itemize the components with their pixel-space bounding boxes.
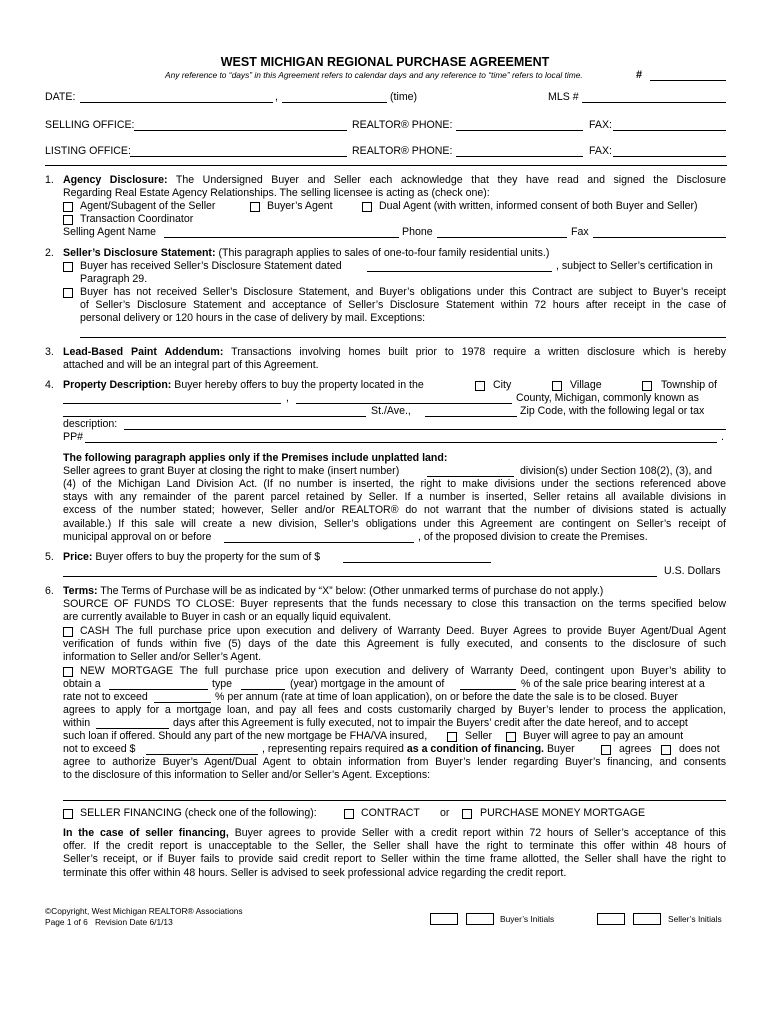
contract-label: CONTRACT [361,807,420,819]
agrees-checkbox[interactable] [601,745,611,755]
agrees-label: agrees [619,743,652,755]
section-5-text [63,551,320,563]
sellers-initials-label: Seller’s Initials [668,914,722,924]
listing-realtor-phone-field[interactable] [456,156,583,157]
selling-agent-fax-label: Fax [571,226,589,238]
seller-financing-credit-text [63,827,726,880]
apply-text [63,704,726,717]
township-label: Township of [661,379,717,391]
unplatted-land-text [63,478,726,531]
selling-office-label: SELLING OFFICE: [45,119,135,131]
section-3-number: 3. [45,346,54,358]
rate-label: rate not to exceed [63,691,148,703]
section-4-heading: Property Description: [63,379,172,391]
within-label: within [63,717,91,729]
section-3-text-2: attached and will be an integral part of this Agreement. [63,359,319,372]
purchase-money-mortgage-label: PURCHASE MONEY MORTGAGE [480,807,646,819]
mortgage-amount-label: (year) mortgage in the amount of [290,678,445,690]
seller-initials-box-2[interactable] [633,913,661,925]
section-3-lead-paint [63,346,726,372]
section-5-price-text: Buyer offers to buy the property for the sum of $ [92,551,321,563]
fha-seller-label: Seller [465,730,493,742]
selling-fax-label: FAX: [589,119,612,131]
selling-office-field[interactable] [134,130,347,131]
credit-line-3: Seller’s receipt, or if Buyer fails to provide said credit report to Seller within the time frame allotted, the Seller shall have the right to [63,853,726,866]
credit-line-1: Buyer agrees to provide Seller with a credit report within 72 hours of Seller’s acceptance of this [228,827,726,839]
zip-field[interactable] [425,416,517,417]
buyers-agent-checkbox[interactable] [250,202,260,212]
date-label: DATE: [45,91,76,103]
disclosure-not-received-text [80,286,726,326]
disclosure-not-received-checkbox[interactable] [63,288,73,298]
fha-buyer-checkbox[interactable] [506,732,516,742]
fha-buyer-text: Buyer will agree to pay an amount [523,730,684,742]
new-mortgage-checkbox[interactable] [63,667,73,677]
date-field[interactable] [80,102,273,103]
seller-financing-label: SELLER FINANCING (check one of the following): [80,807,317,819]
municipality-comma: , [286,392,289,404]
legal-description-label: description: [63,418,118,430]
cash-text-cont [63,638,726,664]
buyer-initials-box-1[interactable] [430,913,458,925]
disclosure-received-label: Buyer has received Seller’s Disclosure Statement dated [80,260,342,272]
time-field[interactable] [282,102,387,103]
listing-realtor-phone-label: REALTOR® PHONE: [352,145,453,157]
section-3-heading: Lead-Based Paint Addendum: [63,346,224,358]
obtain-label: obtain a [63,678,101,690]
does-not-label: does not [679,743,720,755]
legal-description-field[interactable] [124,429,726,430]
repairs-amount-field[interactable] [146,754,258,755]
section-5-heading: Price: [63,551,93,563]
municipality-field[interactable] [63,403,281,404]
new-mortgage-text [80,665,726,678]
selling-agent-phone-field[interactable] [437,237,567,238]
new-mortgage-line-1: NEW MORTGAGE The full purchase price upon execution and delivery of Warranty Deed, contingent upon Buyer’s ability to [80,665,726,677]
section-4-intro-text: Buyer hereby offers to buy the property located in the [171,379,424,391]
purchase-money-mortgage-checkbox[interactable] [462,809,472,819]
agreement-number-label: # [636,69,643,81]
does-not-checkbox[interactable] [661,745,671,755]
county-label: County, Michigan, commonly known as [516,392,699,404]
listing-fax-label: FAX: [589,145,612,157]
selling-agent-name-field[interactable] [164,237,399,238]
agent-subagent-label: Agent/Subagent of the Seller [80,200,216,212]
cash-checkbox[interactable] [63,627,73,637]
lender-info-line-2: to the disclosure of this information to Seller and/or Seller’s Agent. Exceptions: [63,769,431,782]
date-comma: , [275,91,278,103]
dual-agent-checkbox[interactable] [362,202,372,212]
street-field[interactable] [63,416,366,417]
credit-line-2: offer. If the credit report is unacceptable to the Seller, the Seller shall have the right to terminate this offer within 48 hours of [63,840,726,853]
divisions-number-field[interactable] [427,476,514,477]
street-label: St./Ave., [371,405,411,417]
disclosure-received-checkbox[interactable] [63,262,73,272]
seller-financing-checkbox[interactable] [63,809,73,819]
section-4-intro [63,379,424,391]
section-1-number: 1. [45,174,54,186]
interest-rate-field[interactable] [154,702,211,703]
unplatted-land-heading: The following paragraph applies only if the Premises include unplatted land: [63,452,448,464]
section-6-heading: Terms: [63,585,98,597]
mortgage-years-field[interactable] [241,689,285,690]
section-6-intro-text: The Terms of Purchase will be as indicated by “X” below: (Other unmarked terms of purchase do not apply.) [97,585,604,597]
village-checkbox[interactable] [552,381,562,391]
application-days-field[interactable] [96,728,169,729]
days-text: days after this Agreement is fully executed, not to impair the Buyers’ credit after the date hereof, and to accept [173,717,688,729]
cash-line-3: information to Seller and/or Seller’s Agent. [63,651,262,664]
copyright-text: ©Copyright, West Michigan REALTOR® Associations [45,906,243,916]
contract-checkbox[interactable] [344,809,354,819]
credit-line-4: terminate this offer within 48 hours. Seller is advised to seek professional advice regarding the credit report. [63,866,567,879]
sale-price-percent-text: % of the sale price bearing interest at a [521,678,705,690]
source-of-funds-text [63,598,726,624]
price-in-words-field[interactable] [63,576,657,577]
divisions-text-a: Seller agrees to grant Buyer at closing the right to make (insert number) [63,465,400,477]
mortgage-percent-field[interactable] [460,689,516,690]
section-1-text: The Undersigned Buyer and Seller each acknowledge that they have read and signed the Disclosure [167,174,726,186]
repairs-buyer: Buyer [544,743,575,755]
disclosure-exceptions-field[interactable] [80,337,726,338]
transaction-coordinator-checkbox[interactable] [63,215,73,225]
document-title: WEST MICHIGAN REGIONAL PURCHASE AGREEMENT [220,55,550,69]
proposed-division-text: , of the proposed division to create the Premises. [418,531,648,543]
listing-office-label: LISTING OFFICE: [45,145,131,157]
municipal-approval-date-field[interactable] [224,542,414,543]
mls-label: MLS # [548,91,579,103]
seller-financing-heading: In the case of seller financing, [63,827,229,839]
pp-number-period: . [721,431,724,443]
section-2-number: 2. [45,247,54,259]
source-of-funds-line-2: are currently available to Buyer in cash or an equally liquid equivalent. [63,611,392,624]
pp-number-label: PP# [63,431,84,443]
section-6-intro [63,585,603,597]
unplatted-line-4: excess of the number stated; however, Seller and/or REALTOR® do not warrant that the number of divisions stated is actually [63,504,726,517]
apply-line: agrees to apply for a mortgage loan, and pay all fees and costs customarily charged by Buyer’s lender to process the application, [63,704,726,716]
revision-date: Revision Date 6/1/13 [95,917,173,927]
selling-fax-field[interactable] [613,130,726,131]
disclosure-not-received-line-1: Buyer has not received Seller’s Disclosure Statement, and Buyer’s obligations under this Contract are subject to Buyer’s receipt [80,286,726,298]
unplatted-line-5: available.) If this sale will create a new division, Seller’s obligations under this Agreement are contingent on Seller’s receipt of [63,517,726,530]
or-label: or [440,807,450,819]
price-field[interactable] [343,562,491,563]
cash-line-1: CASH The full purchase price upon execution and delivery of Warranty Deed. Buyer Agrees to provide Buyer Agent/Dual Agent [80,625,726,637]
page-number: Page 1 of 6 [45,917,88,927]
selling-realtor-phone-label: REALTOR® PHONE: [352,119,453,131]
mls-field[interactable] [582,102,726,103]
document-subtitle: Any reference to “days” in this Agreement refers to calendar days and any reference to “time” refers to local time. [165,70,583,80]
mortgage-exceptions-field[interactable] [63,800,726,801]
seller-initials-box-1[interactable] [597,913,625,925]
listing-fax-field[interactable] [613,156,726,157]
buyer-initials-box-2[interactable] [466,913,494,925]
source-of-funds-line-1: SOURCE OF FUNDS TO CLOSE: Buyer represents that the funds necessary to close this transaction on the terms specified below [63,598,726,610]
lender-info-text [63,756,726,782]
cash-text [80,625,726,638]
pp-number-field[interactable] [85,442,717,443]
repairs-text-a: , representing repairs required [262,743,407,755]
county-field[interactable] [296,403,512,404]
selling-agent-phone-label: Phone [402,226,433,238]
disclosure-date-field[interactable] [367,271,552,272]
listing-office-field[interactable] [130,156,347,157]
section-2-intro [63,247,549,259]
rate-text: % per annum (rate at time of loan application), on or before the date the sale is to be closed. Buyer [215,691,678,703]
city-checkbox[interactable] [475,381,485,391]
section-2-heading: Seller’s Disclosure Statement: [63,247,216,259]
city-label: City [493,379,512,391]
not-exceed-label: not to exceed $ [63,743,136,755]
section-3-text: Transactions involving homes built prior to 1978 require a written disclosure which is hereby [223,346,726,358]
section-1-heading: Agency Disclosure: [63,174,168,186]
dual-agent-label: Dual Agent (with written, informed consent of both Buyer and Seller) [379,200,698,212]
unplatted-line-2: (4) of the Michigan Land Division Act. (If no number is inserted, the right to make divisions under the sections referenced above [63,478,726,490]
header-divider [45,165,727,166]
transaction-coordinator-label: Transaction Coordinator [80,213,194,225]
paragraph-29-text: Paragraph 29. [80,273,148,285]
agreement-number-field[interactable] [650,80,726,81]
selling-agent-fax-field[interactable] [593,237,726,238]
village-label: Village [570,379,602,391]
disclosure-certification-text: , subject to Seller’s certification in [556,260,713,272]
fha-va-text: such loan if offered. Should any part of the new mortgage be FHA/VA insured, [63,730,428,742]
unplatted-line-3: stays with any remainder of the parent parcel retained by Seller. If a number is inserted, Seller retains all available divisions in [63,491,726,504]
disclosure-not-received-line-2: of Seller’s Disclosure Statement and acceptance of Seller’s Disclosure Statement within 72 hours after receipt in the case of [80,299,726,312]
mortgage-type-field[interactable] [109,689,208,690]
disclosure-not-received-line-3: personal delivery or 120 hours in the case of delivery by mail. Exceptions: [80,312,426,325]
township-checkbox[interactable] [642,381,652,391]
time-label: (time) [390,91,418,103]
buyers-initials-label: Buyer’s Initials [500,914,555,924]
selling-agent-name-label: Selling Agent Name [63,226,157,238]
municipal-approval-text: municipal approval on or before [63,531,212,543]
cash-line-2: verification of funds within five (5) days of the date this Agreement is fully executed, and consents to the disclosure of such [63,638,726,650]
agent-subagent-checkbox[interactable] [63,202,73,212]
section-2-intro-text: (This paragraph applies to sales of one-to-four family residential units.) [215,247,550,259]
section-4-number: 4. [45,379,54,391]
us-dollars-label: U.S. Dollars [664,565,721,577]
repairs-text [262,743,575,755]
section-5-number: 5. [45,551,54,563]
condition-of-financing: as a condition of financing. [406,743,544,755]
selling-realtor-phone-field[interactable] [456,130,583,131]
type-label: type [212,678,233,690]
fha-seller-checkbox[interactable] [447,732,457,742]
section-1-text-2: Regarding Real Estate Agency Relationships. The selling licensee is acting as (check one): [63,187,490,200]
buyers-agent-label: Buyer’s Agent [267,200,333,212]
divisions-text-b: division(s) under Section 108(2), (3), and [520,465,712,477]
section-6-number: 6. [45,585,54,597]
section-1-agency-disclosure [63,174,726,200]
lender-info-line-1: agree to authorize Buyer’s Agent/Dual Agent to obtain information from Buyer’s lender regarding Buyer’s financing, and consents [63,756,726,768]
zip-label: Zip Code, with the following legal or tax [520,405,705,417]
